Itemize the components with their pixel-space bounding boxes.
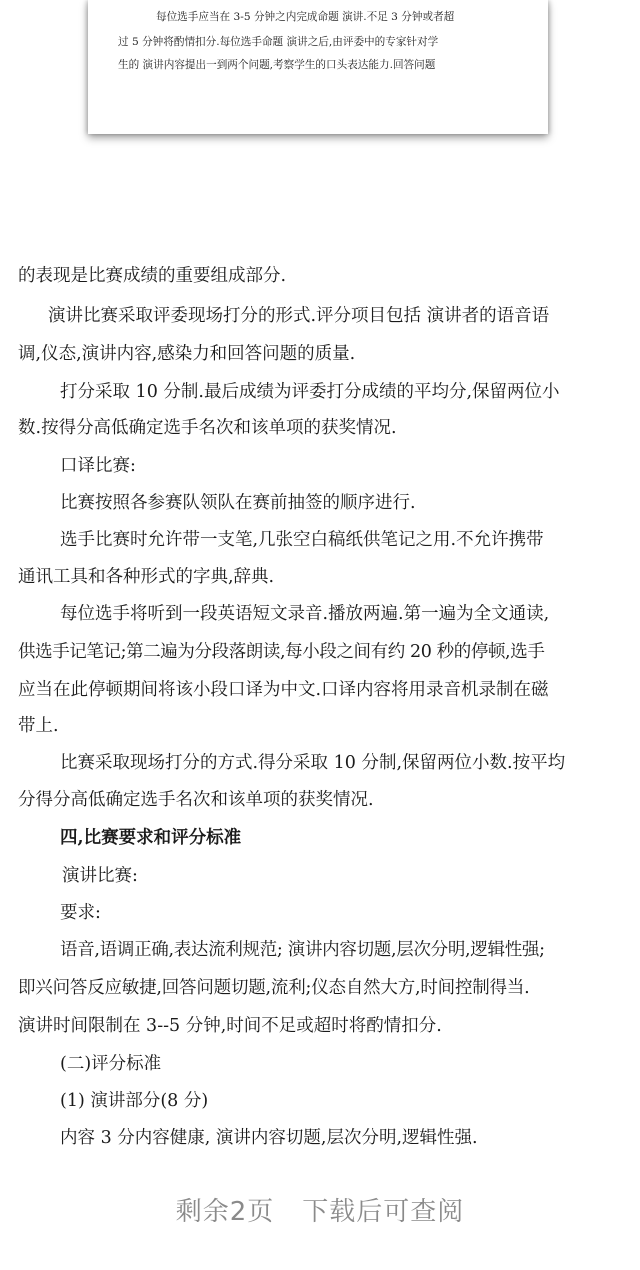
remaining-pages-label: 剩余2页	[175, 1197, 275, 1227]
doc-line: 语音,语调正确,表达流利规范; 演讲内容切题,层次分明,逻辑性强;	[60, 940, 545, 960]
card-text-line: 每位选手应当在 3-5 分钟之内完成命题 演讲.不足 3 分钟或者超	[156, 11, 455, 23]
section-heading: 口译比赛:	[60, 456, 136, 476]
sub-heading: (1) 演讲部分(8 分)	[60, 1091, 209, 1111]
section-heading: 四,比赛要求和评分标准	[60, 828, 242, 848]
doc-line: 调,仪态,演讲内容,感染力和回答问题的质量.	[18, 344, 356, 364]
doc-line: 供选手记笔记;第二遍为分段落朗读,每小段之间有约 20 秒的停顿,选手	[18, 642, 545, 662]
card-text-line: 过 5 分钟将酌情扣分.每位选手命题 演讲之后,由评委中的专家针对学	[118, 36, 439, 48]
doc-line: 演讲时间限制在 3--5 分钟,时间不足或超时将酌情扣分.	[18, 1016, 442, 1036]
preview-page-card	[88, 0, 548, 134]
sub-heading: (二)评分标准	[60, 1054, 162, 1074]
doc-line: 选手比赛时允许带一支笔,几张空白稿纸供笔记之用.不允许携带	[60, 530, 544, 550]
doc-line: 的表现是比赛成绩的重要组成部分.	[18, 266, 287, 286]
sub-heading: 演讲比赛:	[62, 866, 138, 886]
doc-line: 即兴问答反应敏捷,回答问题切题,流利;仪态自然大方,时间控制得当.	[18, 978, 530, 998]
sub-heading: 要求:	[60, 903, 101, 923]
download-to-view-label: 下载后可查阅	[302, 1197, 465, 1227]
doc-line: 比赛采取现场打分的方式.得分采取 10 分制,保留两位小数.按平均	[60, 753, 566, 773]
doc-line: 每位选手将听到一段英语短文录音.播放两遍.第一遍为全文通读,	[60, 604, 550, 624]
doc-line: 分得分高低确定选手名次和该单项的获奖情况.	[18, 790, 374, 810]
doc-line: 打分采取 10 分制.最后成绩为评委打分成绩的平均分,保留两位小	[60, 382, 560, 402]
doc-line: 带上.	[18, 716, 59, 736]
doc-line: 演讲比赛采取评委现场打分的形式.评分项目包括 演讲者的语音语	[48, 306, 550, 326]
doc-line: 数.按得分高低确定选手名次和该单项的获奖情况.	[18, 418, 397, 438]
download-prompt[interactable]	[0, 1191, 640, 1228]
card-text-line: 生的 演讲内容提出一到两个问题,考察学生的口头表达能力.回答问题	[118, 59, 436, 71]
doc-line: 应当在此停顿期间将该小段口译为中文.口译内容将用录音机录制在磁	[18, 680, 549, 700]
doc-line: 比赛按照各参赛队领队在赛前抽签的顺序进行.	[60, 493, 416, 513]
doc-line: 通讯工具和各种形式的字典,辞典.	[18, 567, 275, 587]
doc-line: 内容 3 分内容健康, 演讲内容切题,层次分明,逻辑性强.	[60, 1128, 478, 1148]
